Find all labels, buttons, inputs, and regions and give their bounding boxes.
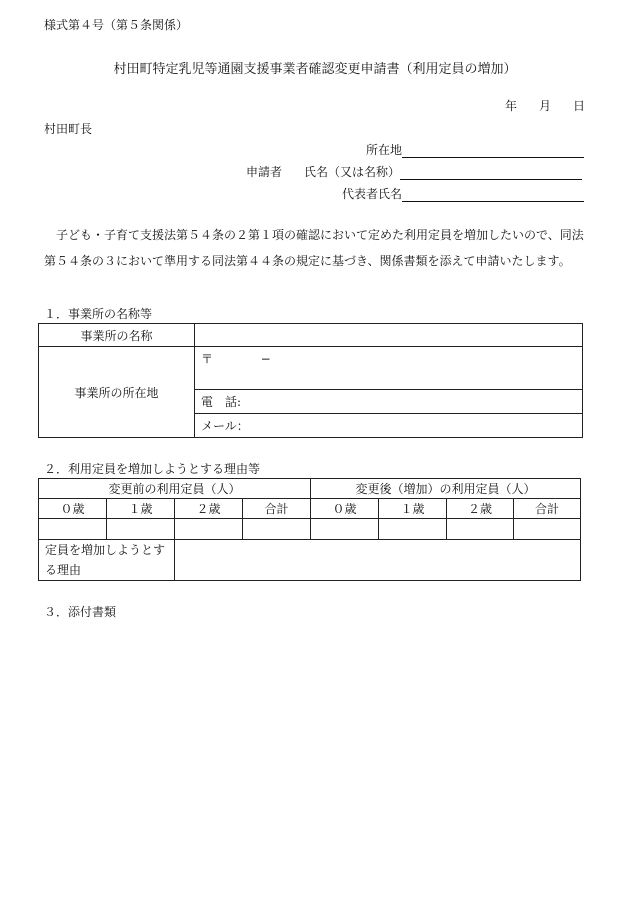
before-total-header: 合計 (243, 499, 311, 519)
date-year: 年 (504, 99, 517, 113)
phone-label: 電 話: (201, 395, 242, 409)
after-age1-header: １歳 (379, 499, 447, 519)
facility-name-field[interactable] (195, 324, 583, 347)
after-age2-header: ２歳 (447, 499, 514, 519)
applicant-label: 申請者 (246, 165, 283, 179)
after-age2-field[interactable] (447, 519, 514, 540)
before-age1-field[interactable] (107, 519, 175, 540)
page-title: 村田町特定乳児等通園支援事業者確認変更申請書（利用定員の増加） (113, 62, 517, 77)
name-field[interactable] (400, 165, 582, 180)
rep-field[interactable] (402, 187, 584, 202)
facility-table (38, 323, 583, 438)
mail-field[interactable] (195, 414, 583, 438)
address-field[interactable] (402, 143, 584, 158)
form-number: 様式第４号（第５条関係） (44, 18, 189, 32)
after-capacity-header: 変更後（増加）の利用定員（人） (311, 479, 581, 499)
addressee: 村田町長 (44, 122, 93, 136)
before-age2-header: ２歳 (175, 499, 243, 519)
postal-mark: 〒 (201, 352, 214, 366)
section2-heading: ２．利用定員を増加しようとする理由等 (44, 462, 261, 476)
before-age2-field[interactable] (175, 519, 243, 540)
postal-field[interactable] (195, 347, 583, 390)
after-total-header: 合計 (514, 499, 581, 519)
date-day: 日 (572, 99, 585, 113)
before-total-field[interactable] (243, 519, 311, 540)
after-age1-field[interactable] (379, 519, 447, 540)
after-age0-field[interactable] (311, 519, 379, 540)
facility-name-label: 事業所の名称 (39, 324, 195, 347)
reason-label-line2: る理由 (45, 563, 82, 577)
address-label: 所在地 (366, 143, 403, 157)
reason-field[interactable] (175, 540, 581, 581)
before-age1-header: １歳 (107, 499, 175, 519)
rep-label: 代表者氏名 (342, 187, 403, 201)
capacity-table (38, 478, 581, 581)
phone-field[interactable] (195, 390, 583, 414)
before-age0-field[interactable] (39, 519, 107, 540)
postal-dash: − (260, 352, 271, 366)
section3-heading: ３．添付書類 (44, 605, 117, 619)
reason-label (39, 540, 175, 581)
after-total-field[interactable] (514, 519, 581, 540)
section1-heading: １．事業所の名称等 (44, 307, 153, 321)
before-capacity-header: 変更前の利用定員（人） (39, 479, 311, 499)
name-label: 氏名（又は名称） (304, 165, 401, 179)
rep-row (342, 185, 584, 202)
after-age0-header: ０歳 (311, 499, 379, 519)
facility-location-label: 事業所の所在地 (39, 347, 195, 438)
date-line (505, 97, 585, 114)
applicant-name-row (246, 163, 582, 180)
before-age0-header: ０歳 (39, 499, 107, 519)
reason-label-line1: 定員を増加しようとす (45, 543, 166, 557)
date-month: 月 (538, 99, 551, 113)
mail-label: メール： (201, 419, 249, 433)
address-row (366, 141, 584, 158)
body-text: 子ども・子育て支援法第５４条の２第１項の確認において定めた利用定員を増加したいので、同法第５４条の３において準用する同法第４４条の規定に基づき、関係書類を添えて申請いたします。 (44, 228, 584, 268)
